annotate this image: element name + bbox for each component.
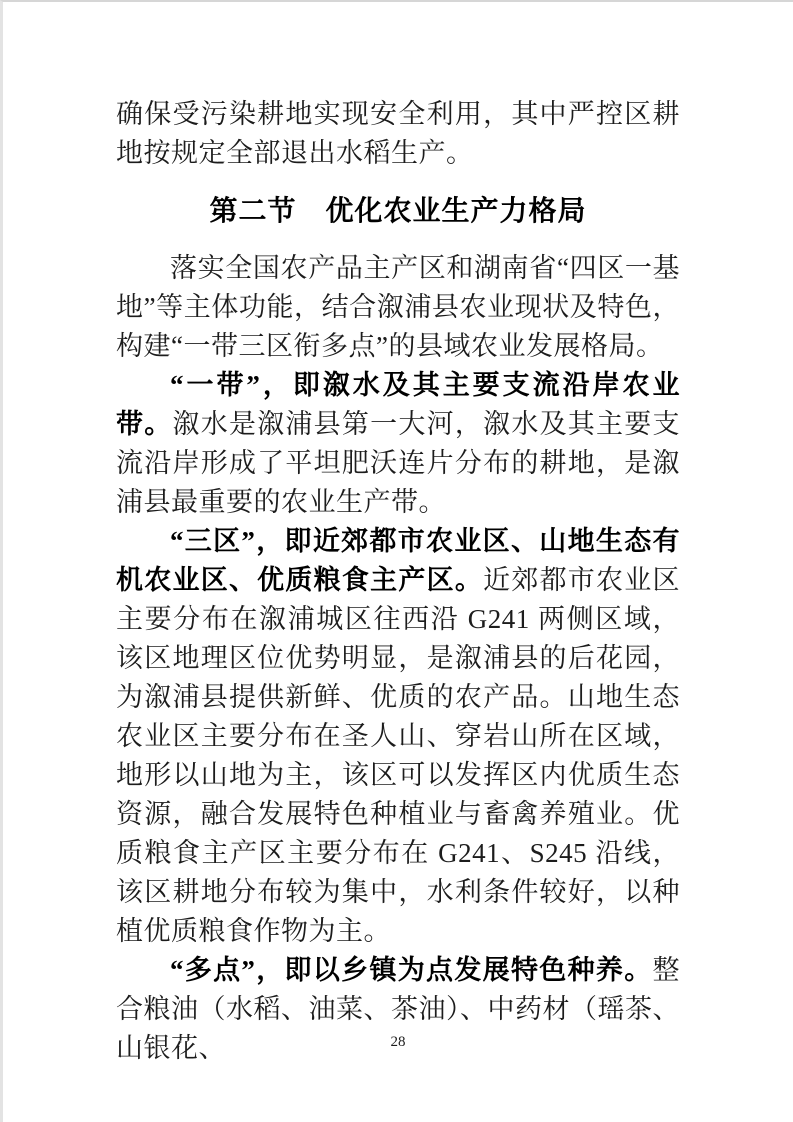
page-number: 28 xyxy=(390,1034,406,1050)
paragraph-text: 落实全国农产品主产区和湖南省“四区一基地”等主体功能，结合溆浦县农业现状及特色，构建“一带三区衔多点”的县域农业发展格局。 xyxy=(116,253,680,361)
paragraph-bold-lead: “一带”，即溆水及其主要支流沿岸农业带。 xyxy=(116,370,680,439)
paragraph-three-zones xyxy=(116,522,680,951)
paragraph-one-belt xyxy=(116,366,680,522)
paragraph-text: 确保受污染耕地实现安全利用，其中严控区耕地按规定全部退出水稻生产。 xyxy=(116,99,680,168)
section-heading: 第二节 优化农业生产力格局 xyxy=(209,195,587,226)
paragraph-carryover xyxy=(116,95,680,173)
paragraph-bold-lead: “多点”，即以乡镇为点发展特色种养。 xyxy=(170,955,653,985)
paragraph-text: 近郊都市农业区主要分布在溆浦城区往西沿 G241 两侧区域，该区地理区位优势明显，是溆浦县的后花园，为溆浦县提供新鲜、优质的农产品。山地生态农业区主要分布在圣人山、穿岩山所在区域，地形以山地为主，该区可以发挥区内优质生态资源，融合发展特色种植业与畜禽养殖业。优质粮食主产区主要分布在 G241、S245 沿线，该区耕地分布较为集中，水利条件较好，以种植优质粮食作物为主。 xyxy=(116,565,681,946)
document-content xyxy=(116,95,680,1068)
paragraph-bold-lead: “三区”，即近郊都市农业区、山地生态有机农业区、优质粮食主产区。 xyxy=(116,526,680,595)
paragraph-text: 溆水是溆浦县第一大河，溆水及其主要支流沿岸形成了平坦肥沃连片分布的耕地，是溆浦县最重要的农业生产带。 xyxy=(116,409,681,517)
paragraph-text: 整合粮油（水稻、油菜、茶油）、中药材（瑶茶、山银花、 xyxy=(116,955,680,1063)
paragraph-overview xyxy=(116,249,680,366)
